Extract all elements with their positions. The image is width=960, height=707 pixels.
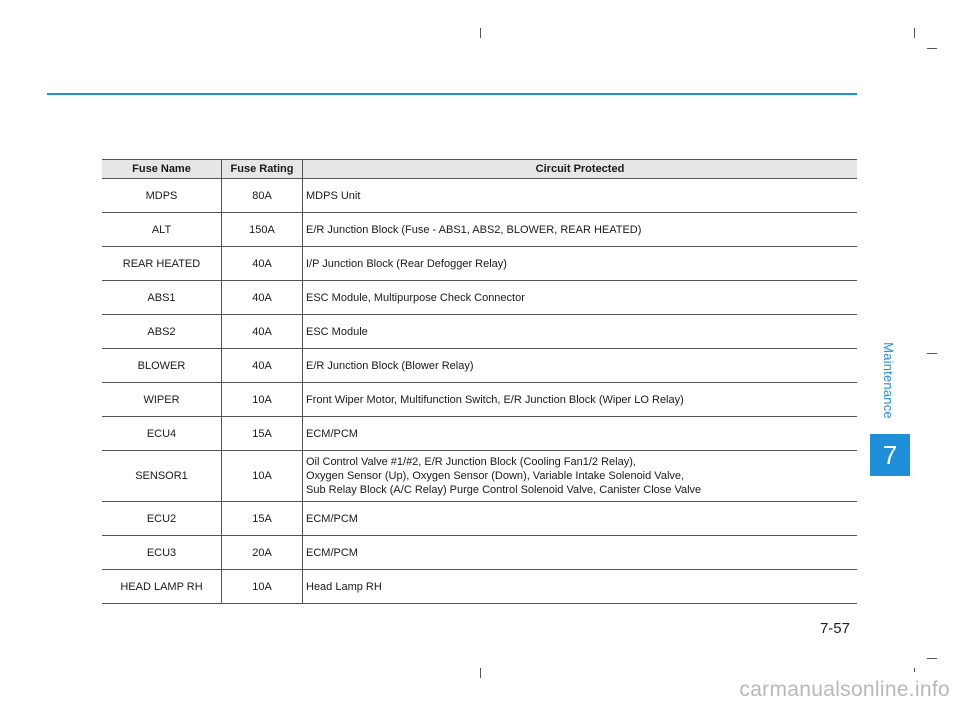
circuit-protected-cell [303,502,858,536]
fuse-name-cell: BLOWER [102,349,222,383]
circuit-line: ESC Module [306,325,368,338]
circuit-line: ECM/PCM [306,546,358,559]
crop-mark [914,668,915,672]
fuse-name-cell: ALT [102,213,222,247]
fuse-rating-cell: 40A [222,349,303,383]
table-row [102,417,857,451]
table-header-row [102,160,857,179]
circuit-line: ECM/PCM [306,512,358,525]
crop-mark [480,28,481,38]
fuse-name-cell: ECU2 [102,502,222,536]
crop-mark [480,668,481,678]
circuit-protected-cell [303,383,858,417]
circuit-line: E/R Junction Block (Fuse - ABS1, ABS2, BLOWER, REAR HEATED) [306,223,642,236]
fuse-table-body [102,179,857,604]
crop-mark [927,658,937,659]
circuit-protected-cell [303,451,858,502]
fuse-name-cell: ECU3 [102,536,222,570]
circuit-protected-cell [303,281,858,315]
fuse-rating-cell: 10A [222,570,303,604]
circuit-protected-cell [303,417,858,451]
fuse-name-cell: ECU4 [102,417,222,451]
crop-mark [927,48,937,49]
page-number: 7-57 [819,620,850,637]
table-row [102,536,857,570]
table-row [102,502,857,536]
circuit-line: Sub Relay Block (A/C Relay) Purge Control Solenoid Valve, Canister Close Valve [306,484,702,496]
header-rule [47,93,857,95]
watermark: carmanualsonline.info [739,678,950,701]
circuit-line: Head Lamp RH [306,580,382,593]
table-row [102,451,857,502]
circuit-line: MDPS Unit [306,189,361,202]
fuse-name-cell: ABS2 [102,315,222,349]
circuit-line: ESC Module, Multipurpose Check Connector [306,291,525,304]
section-label-text: Maintenance [880,341,896,419]
table-row [102,383,857,417]
fuse-rating-cell: 20A [222,536,303,570]
table-row [102,179,857,213]
fuse-rating-cell: 40A [222,247,303,281]
table-row [102,281,857,315]
fuse-rating-cell: 40A [222,315,303,349]
circuit-line: I/P Junction Block (Rear Defogger Relay) [306,257,507,270]
circuit-protected-cell [303,570,858,604]
circuit-line: Oxygen Sensor (Up), Oxygen Sensor (Down), Variable Intake Solenoid Valve, [306,470,685,482]
column-header-fuse-name: Fuse Name [102,160,222,179]
fuse-name-cell: WIPER [102,383,222,417]
circuit-line: E/R Junction Block (Blower Relay) [306,359,474,372]
circuit-protected-cell [303,349,858,383]
column-header-fuse-rating: Fuse Rating [222,160,303,179]
column-header-circuit-protected: Circuit Protected [303,160,858,179]
circuit-protected-cell [303,315,858,349]
circuit-protected-cell [303,247,858,281]
circuit-protected-cell [303,536,858,570]
table-row [102,570,857,604]
fuse-table [102,159,857,604]
circuit-line: Front Wiper Motor, Multifunction Switch, E/R Junction Block (Wiper LO Relay) [306,393,684,406]
fuse-rating-cell: 10A [222,451,303,502]
circuit-line: Oil Control Valve #1/#2, E/R Junction Block (Cooling Fan1/2 Relay), [306,456,636,468]
crop-mark [914,28,915,38]
table-row [102,315,857,349]
fuse-rating-cell: 40A [222,281,303,315]
fuse-rating-cell: 15A [222,417,303,451]
fuse-name-cell: ABS1 [102,281,222,315]
circuit-protected-cell [303,179,858,213]
fuse-name-cell: MDPS [102,179,222,213]
table-row [102,349,857,383]
circuit-line: ECM/PCM [306,427,358,440]
section-side-label [868,330,908,430]
fuse-rating-cell: 150A [222,213,303,247]
fuse-name-cell: HEAD LAMP RH [102,570,222,604]
fuse-name-cell: SENSOR1 [102,451,222,502]
fuse-rating-cell: 80A [222,179,303,213]
crop-mark [927,353,937,354]
fuse-rating-cell: 15A [222,502,303,536]
table-row [102,247,857,281]
circuit-protected-cell [303,213,858,247]
fuse-name-cell: REAR HEATED [102,247,222,281]
fuse-rating-cell: 10A [222,383,303,417]
table-row [102,213,857,247]
chapter-tab: 7 [870,434,910,476]
